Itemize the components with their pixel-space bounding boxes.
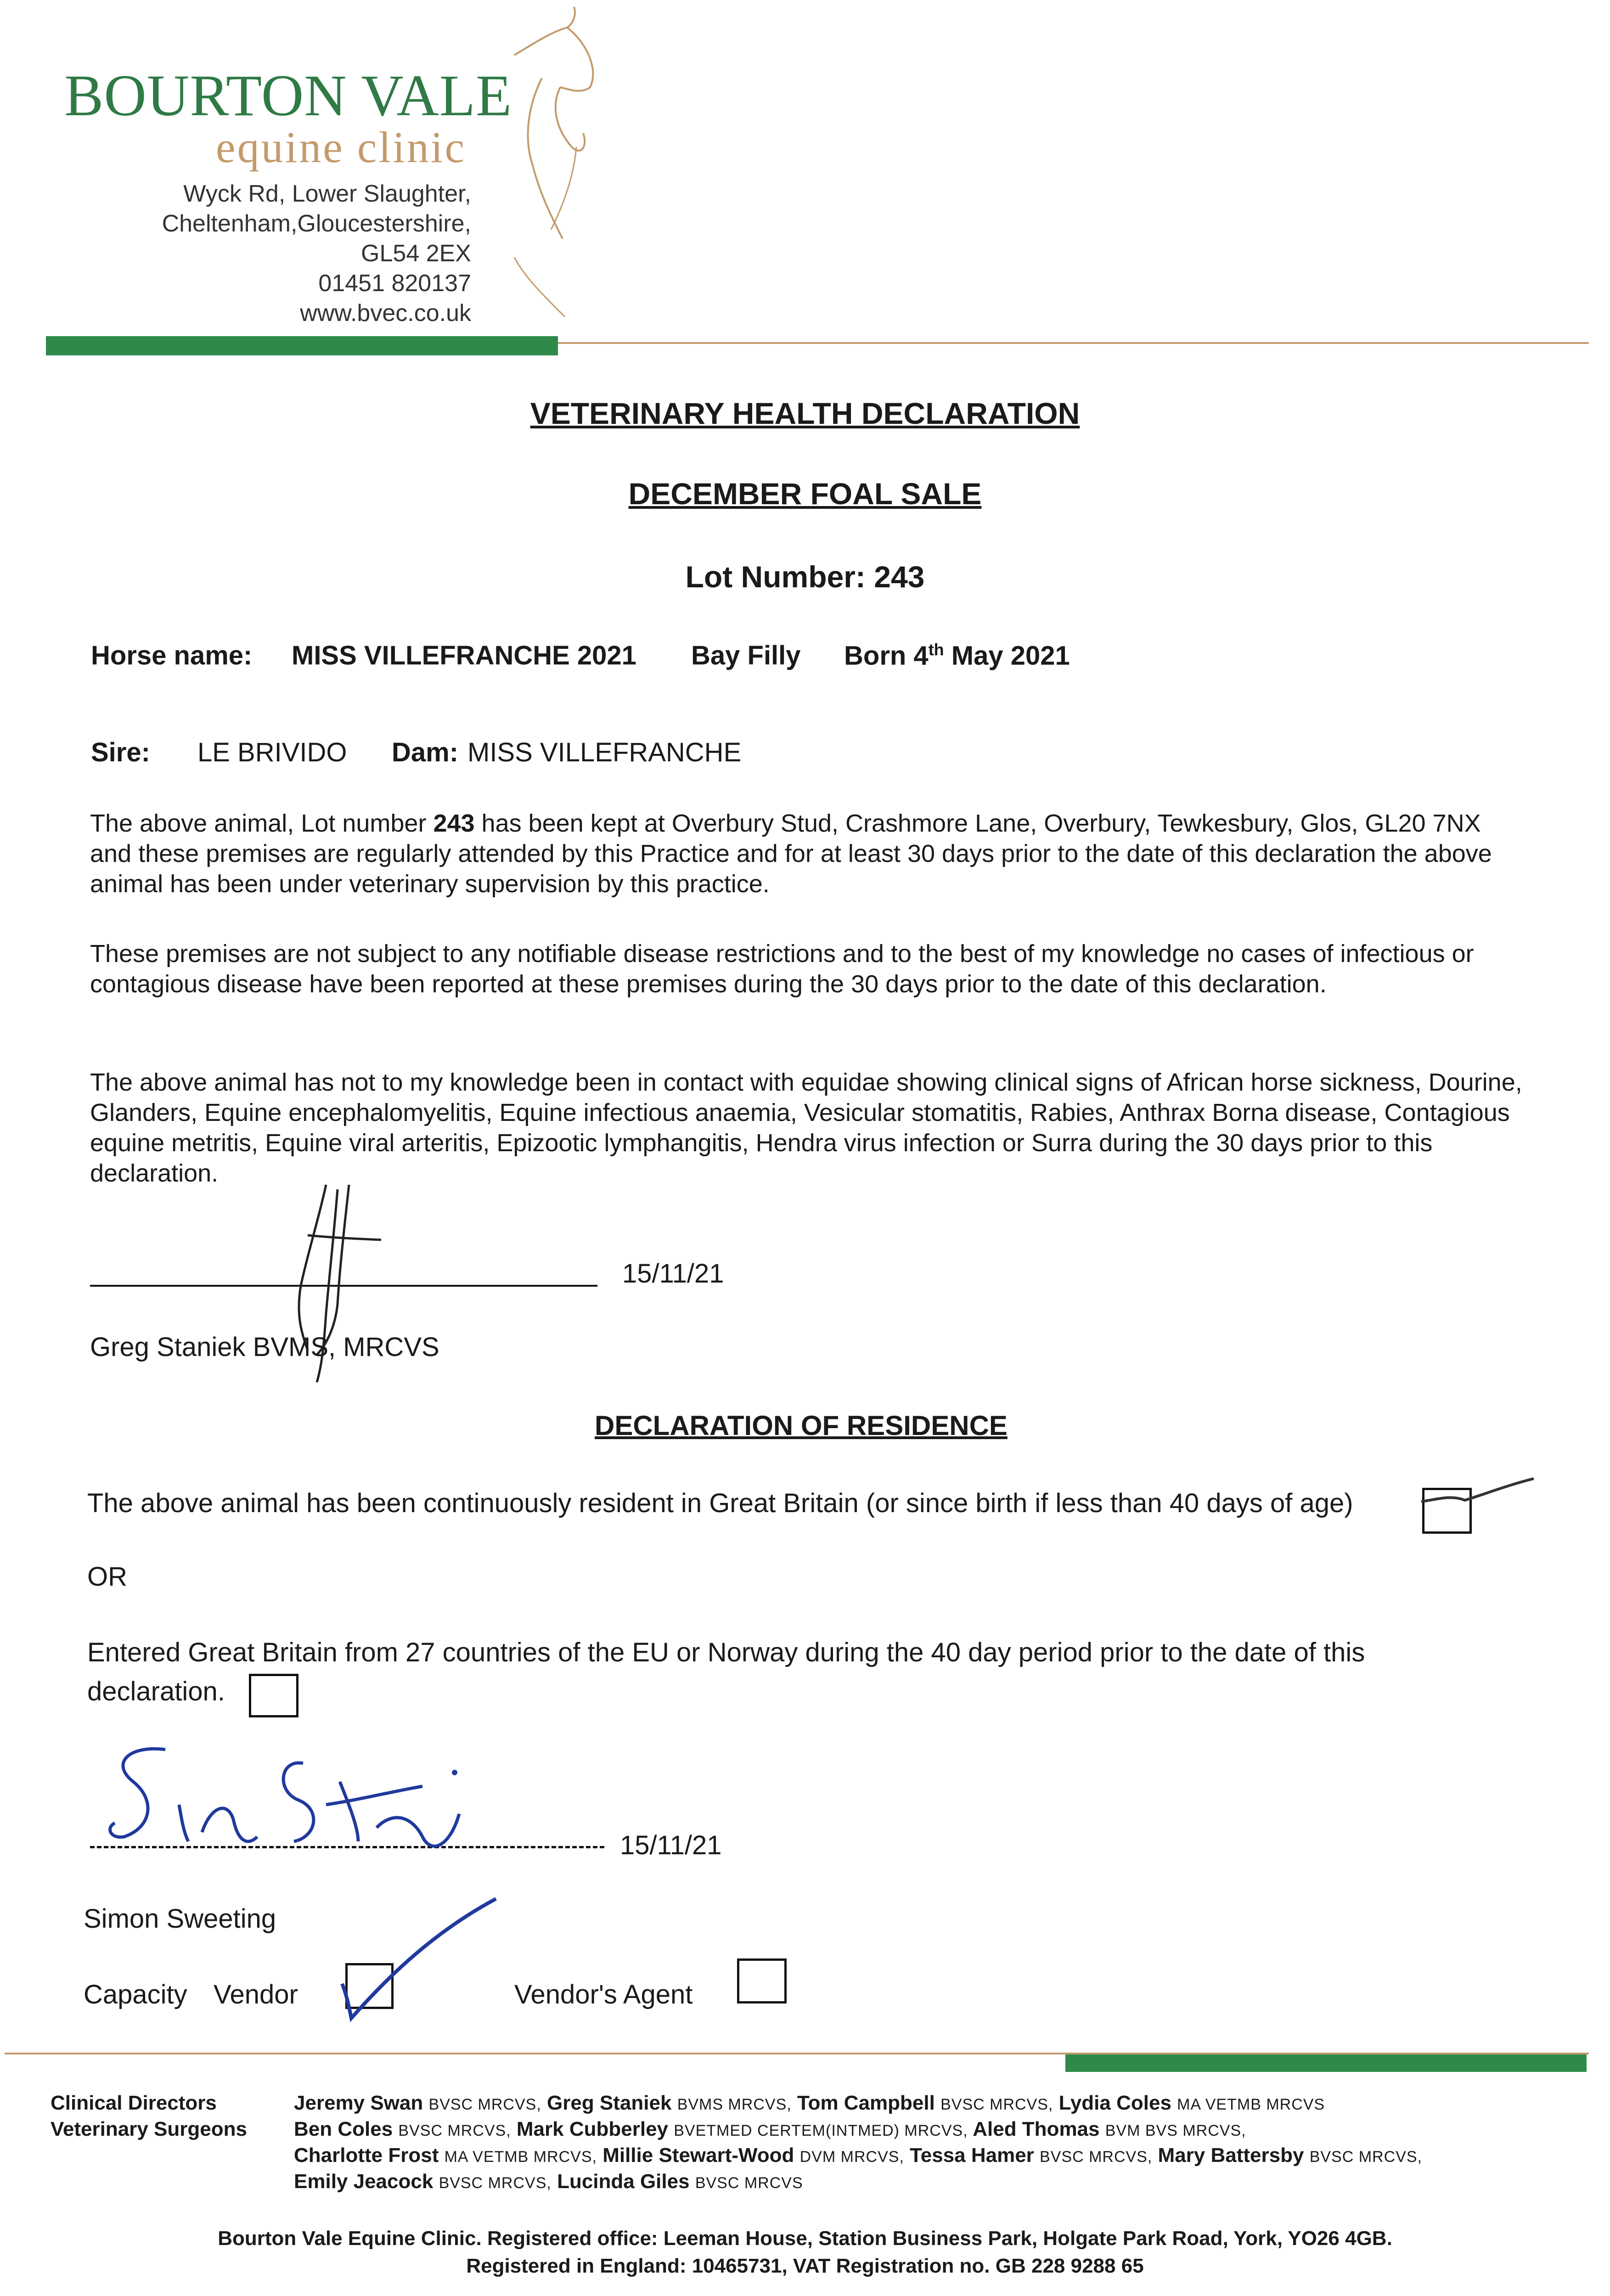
horse-description: Bay Filly [691,641,801,670]
agent-checkbox[interactable] [737,1958,787,2003]
dam-label: Dam: [392,737,459,767]
vendor-option-label: Vendor [214,1980,298,2009]
staff-name: Emily Jeacock [294,2170,433,2193]
clinic-subtitle: equine clinic [216,123,467,172]
resident-check-mark [1419,1467,1548,1522]
residence-option-entered-cont: declaration. [87,1677,225,1706]
horse-logo-icon [487,0,606,321]
address-line: Cheltenham,Gloucestershire, [162,210,471,237]
phone-number: 01451 820137 [318,270,471,297]
residence-title: DECLARATION OF RESIDENCE [595,1410,1008,1441]
residence-option-entered: Entered Great Britain from 27 countries of the EU or Norway during the 40 day period prior to the date of this [87,1638,1365,1667]
agent-option-label: Vendor's Agent [514,1980,693,2009]
website: www.bvec.co.uk [300,300,471,326]
header-divider [558,342,1589,344]
staff-name: Lydia Coles [1058,2092,1171,2114]
vet-signature-date: 15/11/21 [622,1259,724,1289]
staff-qualification: MA VETMB MRCVS, [444,2148,597,2166]
born-prefix: Born 4 [844,641,929,671]
entered-checkbox[interactable] [249,1674,298,1717]
vet-name: Greg Staniek BVMS, MRCVS [90,1332,439,1362]
staff-name: Tessa Hamer [910,2144,1034,2167]
vendor-check-mark [331,1892,505,2030]
staff-qualification: BVSC MRCVS, [1309,2148,1422,2166]
staff-qualification: BVETMED CERTEM(INTMED) MRCVS, [674,2122,968,2139]
staff-name: Lucinda Giles [557,2170,690,2193]
surgeons-list-row-2 [294,2144,1422,2167]
staff-name: Millie Stewart-Wood [602,2144,794,2167]
residence-or: OR [87,1562,127,1592]
footer-green-bar [1065,2054,1587,2072]
clinical-directors-label: Clinical Directors [51,2092,217,2114]
staff-name: Tom Campbell [797,2092,935,2114]
veterinary-surgeons-label: Veterinary Surgeons [51,2118,247,2140]
staff-qualification: BVMS MRCVS, [677,2096,792,2113]
staff-name: Greg Staniek [547,2092,672,2114]
paragraph-disease-restrictions: These premises are not subject to any notifiable disease restrictions and to the best of my knowledge no cases of infectious or contagious disease have been reported at these premises during the 30 days prior to the date of this declaration. [90,940,1474,998]
surgeons-list-row-3 [294,2170,803,2193]
staff-qualification: BVSC MRCVS, [398,2122,511,2139]
vendor-signature [101,1731,478,1869]
residence-option-resident: The above animal has been continuously resident in Great Britain (or since birth if less than 40 days of age) [87,1488,1353,1518]
staff-name: Mark Cubberley [516,2118,669,2140]
sale-title: DECEMBER FOAL SALE [628,477,982,511]
born-suffix: May 2021 [944,641,1070,671]
horse-name-label: Horse name: [91,641,253,670]
paragraph-contact: The above animal has not to my knowledge been in contact with equidae showing clinical signs of African horse sickness, Dourine, Glanders, Equine encephalomyelitis, Equine infectious anaemia, Vesicular stomatitis, Rabies, Anthrax Borna disease, Contagious equine metritis, Equine viral arteritis, Epizootic lymphangitis, Hendra virus infection or Surra during the 30 days prior to this declaration. [90,1069,1522,1187]
sire-name: LE BRIVIDO [197,737,347,767]
dam-name: MISS VILLEFRANCHE [467,737,742,767]
horse-name: MISS VILLEFRANCHE 2021 [292,641,636,670]
sire-label: Sire: [91,737,150,767]
staff-qualification: BVSC MRCVS, [439,2174,552,2192]
address-line: Wyck Rd, Lower Slaughter, [183,180,471,207]
capacity-label: Capacity [84,1980,187,2009]
staff-name: Jeremy Swan [294,2092,423,2114]
staff-qualification: BVSC MRCVS [695,2174,803,2192]
staff-qualification: DVM MRCVS, [799,2148,904,2166]
staff-qualification: BVSC MRCVS, [1040,2148,1153,2166]
staff-qualification: MA VETMB MRCVS [1177,2096,1325,2113]
staff-qualification: BVM BVS MRCVS, [1105,2122,1246,2139]
company-registration: Registered in England: 10465731, VAT Registration no. GB 228 9288 65 [466,2255,1144,2277]
registered-office: Bourton Vale Equine Clinic. Registered office: Leeman House, Station Business Park, Holgate Park Road, York, YO26 4GB. [218,2227,1392,2250]
staff-qualification: BVSC MRCVS, [428,2096,541,2113]
directors-list [294,2092,1325,2115]
staff-name: Charlotte Frost [294,2144,439,2167]
clinic-name: BOURTON VALE [64,63,512,128]
vendor-name: Simon Sweeting [84,1904,276,1934]
paragraph-lot-number: 243 [433,810,475,837]
born-ordinal: th [928,640,944,659]
document-title: VETERINARY HEALTH DECLARATION [530,396,1080,430]
staff-name: Ben Coles [294,2118,393,2140]
paragraph-premises [90,808,1527,899]
paragraph-text: The above animal, Lot number [90,810,433,837]
staff-qualification: BVSC MRCVS, [940,2096,1053,2113]
address-line: GL54 2EX [361,240,471,267]
paragraph-text: has been kept at Overbury Stud, Crashmore Lane, Overbury, Tewkesbury, Glos, GL20 7NX and these premises are regularly attended by this Practice and for at least 30 days prior to the date of this declaration the above animal has been under veterinary supervision by this practice. [90,810,1492,898]
header-green-bar [46,336,558,355]
lot-label: Lot Number: [685,560,866,594]
lot-number-line [0,559,1610,594]
vendor-signature-date: 15/11/21 [620,1830,722,1860]
horse-birth-date [844,640,1070,671]
staff-name: Aled Thomas [973,2118,1100,2140]
staff-name: Mary Battersby [1158,2144,1304,2167]
surgeons-list-row-1 [294,2118,1246,2141]
lot-number: 243 [874,560,925,594]
